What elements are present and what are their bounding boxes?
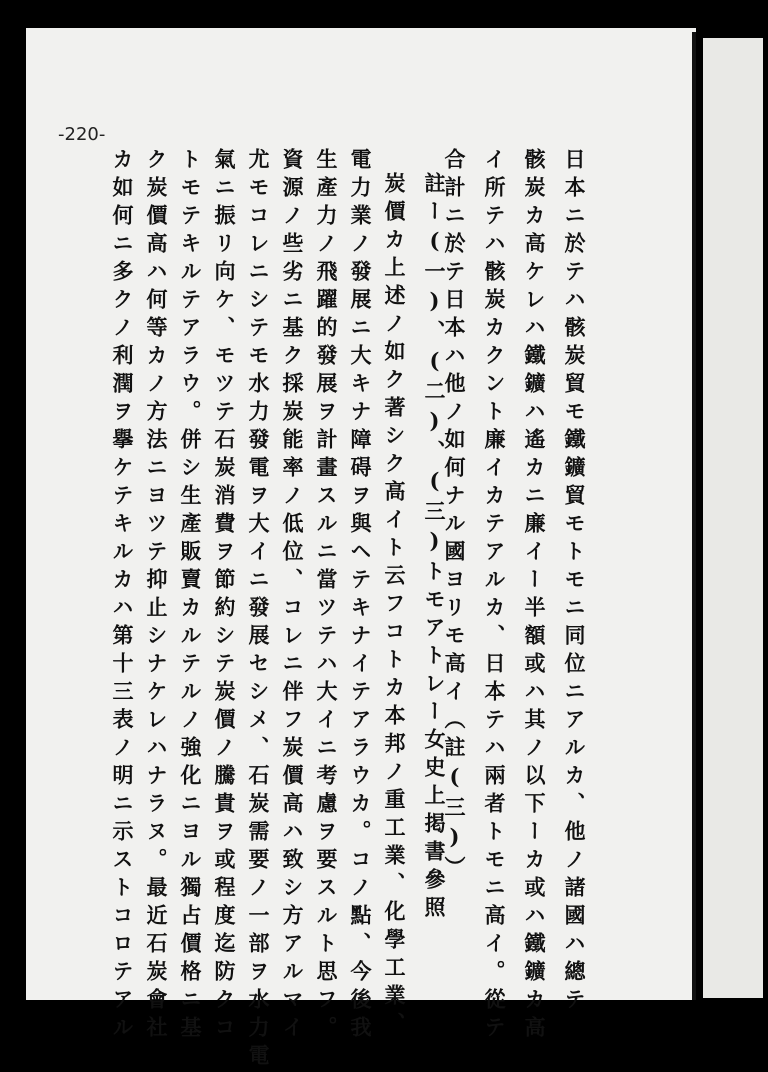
text-column-14: カ如何ニ多クノ利潤ヲ擧ケテキルカハ第十三表ノ明ニ示ストコロテアル [110,148,135,1044]
page-number: -220- [58,124,106,145]
text-column-13: ク炭價高ハ何等カノ方法ニヨツテ抑止シナケレハナラヌ。最近石炭會社 [144,148,169,1044]
footnote-column: 註ー(一)、(二)、(三)トモアトレー女史上掲書參照 [422,172,447,924]
text-column-11: 氣ニ振リ向ケ、モツテ石炭消費ヲ節約シテ炭價ノ騰貴ヲ或程度迄防クコ [212,148,237,1044]
text-column-9: 資源ノ些劣ニ基ク採炭能率ノ低位、コレニ伴フ炭價高ハ致シ方アルマイ [280,148,305,1044]
text-column-6: 炭價カ上述ノ如ク著シク高イト云フコトカ本邦ノ重工業、化學工業、 [382,172,407,1040]
text-column-2: 骸炭カ高ケレハ鐵鑛ハ遙カニ廉イー半額或ハ其ノ以下ーカ或ハ鐵鑛カ高 [522,148,547,1044]
text-column-1: 日本ニ於テハ骸炭貿モ鐵鑛貿モトモニ同位ニアルカ、他ノ諸國ハ總テ [562,148,587,1016]
text-column-3: イ所テハ骸炭カクント廉イカテアルカ、日本テハ兩者トモニ高イ。從テ [482,148,507,1044]
text-column-12: トモテキルテアラウ。併シ生產販賣カルテルノ強化ニヨル獨占價格ニ基 [178,148,203,1044]
text-column-10: 尤モコレニシテモ水力發電ヲ大イニ發展セシメ、石炭需要ノ一部ヲ水力電 [246,148,271,1072]
text-column-7: 電力業ノ發展ニ大キナ障碍ヲ與ヘテキナイテアラウカ。コノ點、今後我 [348,148,373,1044]
book-spine [692,32,696,1000]
facing-page-edge [703,38,763,998]
text-column-4: 合計ニ於テ日本ハ他ノ如何ナル國ヨリモ高イ（註(三)） [442,148,467,884]
text-column-8: 生產力ノ飛躍的發展ヲ計畫スルニ當ツテハ大イニ考慮ヲ要スルト思フ。 [314,148,339,1044]
